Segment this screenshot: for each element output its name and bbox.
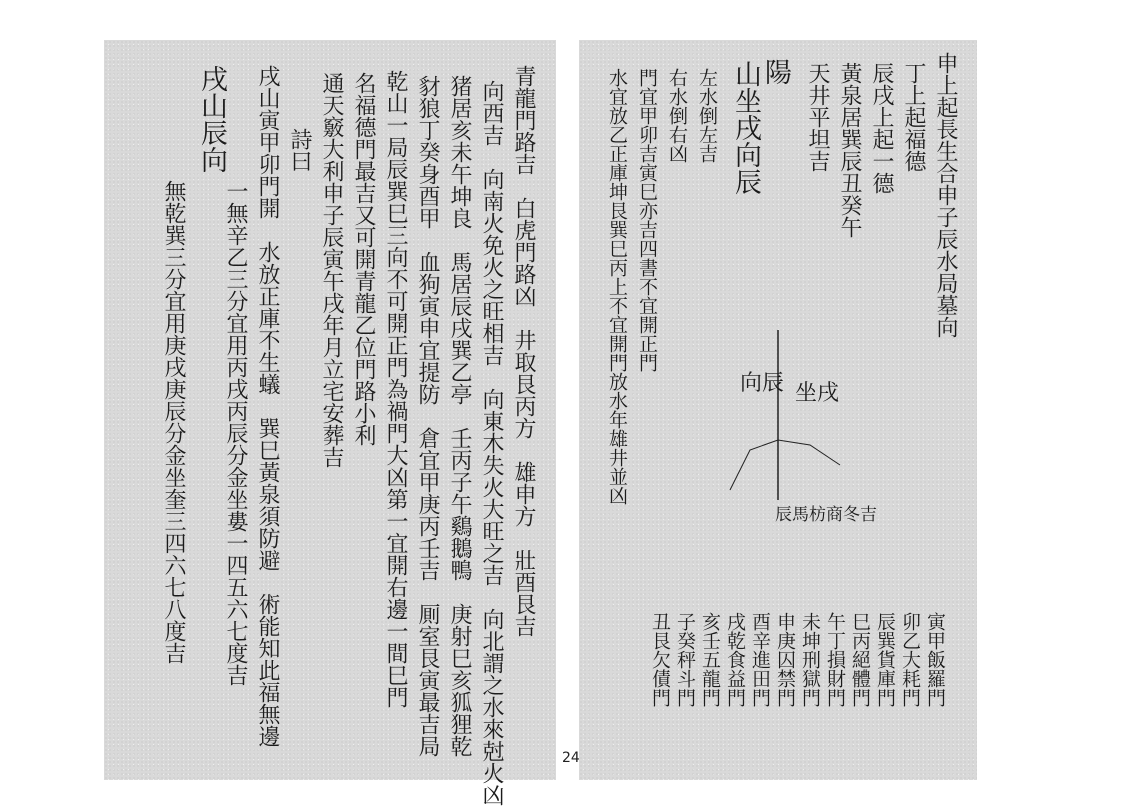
door-row-9: 戌乾食益門 [724, 612, 746, 707]
left-col-4: 豺狼丁癸身酉甲 血狗寅申宜提防 倉宜甲庚丙壬吉 厠室艮寅最吉局 [415, 75, 440, 757]
page-number: 24 [562, 750, 580, 766]
door-row-12: 丑艮欠債門 [649, 612, 671, 707]
left-col-6: 名福德門最吉又可開青龍乙位門路小利 [351, 72, 376, 446]
door-row-5: 午丁損財門 [824, 612, 846, 707]
wheel-mountain-outline [730, 440, 840, 490]
left-col-2: 向西吉 向南火免火之旺相吉 向東木失火大旺之吉 向北謂之水來尅火凶 [479, 80, 504, 806]
left-col-10: 戌山辰向 [196, 65, 227, 173]
left-col-7: 通天竅大利申子辰寅午戌年月立宅安葬吉 [319, 72, 344, 468]
left-col-12: 無乾巽三分宜用庚戌庚辰分金坐奎三四六七八度吉 [161, 180, 186, 664]
right-col-4: 黃泉居巽辰丑癸午 [837, 62, 862, 238]
wheel-bottom-note: 辰馬枋商冬吉 [775, 505, 877, 525]
door-row-8: 酉辛進田門 [749, 612, 771, 707]
door-row-1: 寅甲飯羅門 [924, 612, 946, 707]
wheel-center-bottom: 向辰 [740, 371, 785, 396]
door-row-10: 亥壬五龍門 [699, 612, 721, 707]
right-col-3: 辰戌上起一德 [869, 62, 894, 194]
right-mid-col-1: 左水倒左吉 [696, 68, 718, 163]
right-mid-col-2: 右水倒右凶 [666, 68, 688, 163]
door-row-7: 申庚囚禁門 [774, 612, 796, 707]
right-col-2: 丁上起福德 [901, 62, 926, 172]
right-mid-col-4: 水宜放乙正庫坤艮巽巳丙上不宜開門放水年雄井並凶 [606, 68, 628, 505]
right-col-1: 申上起長生合申子辰水局墓向 [933, 52, 958, 338]
left-col-5: 乾山一局辰巽巳三向不可開正門為禍門大凶第一宜開右邊一間巳門 [383, 70, 408, 708]
door-row-3: 辰巽貨庫門 [874, 612, 896, 707]
door-row-4: 巳丙絕體門 [849, 612, 871, 707]
door-row-2: 卯乙大耗門 [899, 612, 921, 707]
door-row-11: 子癸秤斗門 [674, 612, 696, 707]
door-row-6: 未坤刑獄門 [799, 612, 821, 707]
left-col-1: 青龍門路吉 白虎門路凶 井取艮丙方 雄申方 壯酉艮吉 [511, 65, 536, 637]
left-col-8: 詩曰 [287, 128, 312, 172]
compass-diagram [690, 250, 930, 570]
left-col-11: 一無辛乙三分宜用丙戌丙辰分金坐婁一四五六七度吉 [223, 180, 248, 686]
right-mid-col-3: 門宜甲卯吉寅巳亦吉四書不宜開正門 [636, 68, 658, 372]
right-col-5: 天井平坦吉 [805, 62, 830, 172]
left-col-9: 戌山寅甲卯門開 水放正庫不生蟻 巽巳黃泉須防避 術能知此福無邊 [255, 65, 280, 747]
heading-yang: 陽 [760, 58, 791, 85]
left-col-3: 猪居亥未午坤良 馬居辰戌巽乙亭 壬丙子午鷄鵝鴨 庚射巳亥狐狸乾 [447, 75, 472, 757]
heading-mountain: 山坐戌向辰 [730, 60, 761, 195]
wheel-center-top: 坐戌 [795, 381, 840, 406]
